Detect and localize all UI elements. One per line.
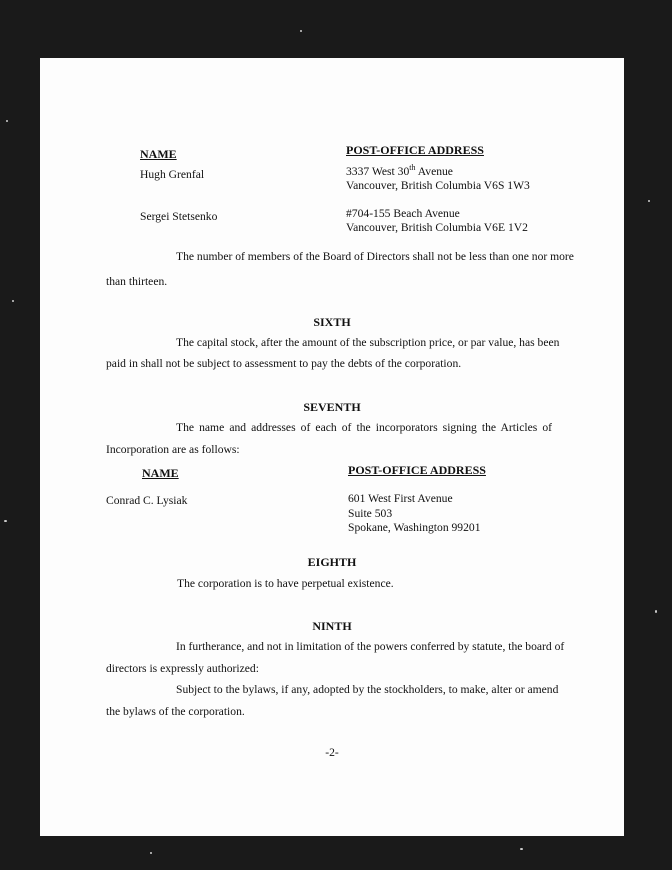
incorporators-address-header: POST-OFFICE ADDRESS: [348, 463, 486, 477]
director-address-line1: 3337 West 30th Avenue: [346, 163, 453, 178]
ninth-line4: the bylaws of the corporation.: [106, 705, 245, 718]
director-address-line2: Vancouver, British Columbia V6E 1V2: [346, 221, 528, 234]
scan-speck: [300, 30, 302, 32]
seventh-line1: The name and addresses of each of the incorporators signing the Articles of: [176, 421, 552, 434]
document-page: [40, 58, 624, 836]
incorporator-name: Conrad C. Lysiak: [106, 494, 188, 507]
ninth-line2: directors is expressly authorized:: [106, 662, 259, 675]
page-number: -2-: [325, 746, 339, 759]
incorporators-name-header: NAME: [142, 466, 179, 480]
scan-speck: [648, 200, 650, 202]
director-name: Hugh Grenfal: [140, 168, 205, 181]
incorporator-address-line3: Spokane, Washington 99201: [348, 521, 481, 534]
sixth-line1: The capital stock, after the amount of the subscription price, or par value, has been: [176, 336, 560, 349]
board-text-line2: than thirteen.: [106, 275, 168, 288]
scan-speck: [4, 520, 7, 522]
director-address-line1: #704-155 Beach Avenue: [346, 207, 460, 220]
director-address-line2: Vancouver, British Columbia V6S 1W3: [346, 179, 530, 192]
eighth-line1: The corporation is to have perpetual existence.: [177, 577, 394, 590]
board-text-line1: The number of members of the Board of Directors shall not be less than one nor more: [176, 250, 574, 263]
scan-speck: [150, 852, 152, 854]
sixth-line2: paid in shall not be subject to assessment to pay the debts of the corporation.: [106, 357, 462, 370]
incorporator-address-line2: Suite 503: [348, 507, 393, 520]
seventh-line2: Incorporation are as follows:: [106, 443, 240, 456]
scan-speck: [6, 120, 8, 122]
director-name: Sergei Stetsenko: [140, 210, 218, 223]
ninth-line3: Subject to the bylaws, if any, adopted by the stockholders, to make, alter or amend: [176, 683, 559, 696]
scan-speck: [520, 848, 523, 850]
scan-speck: [655, 610, 657, 613]
incorporator-address-line1: 601 West First Avenue: [348, 492, 453, 505]
seventh-heading: SEVENTH: [303, 400, 361, 414]
directors-name-header: NAME: [140, 147, 177, 161]
sixth-heading: SIXTH: [313, 315, 351, 329]
ninth-heading: NINTH: [312, 619, 352, 633]
eighth-heading: EIGHTH: [307, 555, 357, 569]
directors-address-header: POST-OFFICE ADDRESS: [346, 143, 484, 157]
scan-speck: [12, 300, 14, 302]
ninth-line1: In furtherance, and not in limitation of the powers conferred by statute, the board of: [176, 640, 565, 653]
